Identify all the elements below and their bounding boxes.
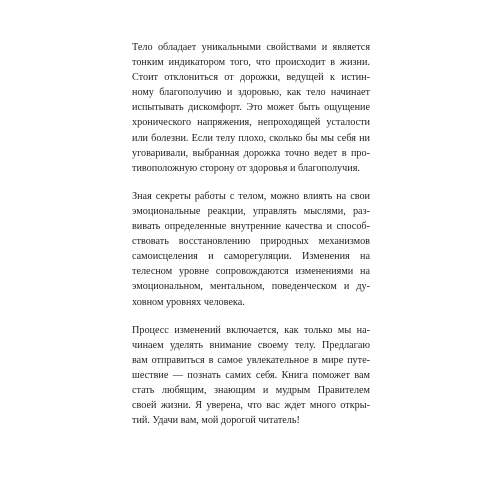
text-line: чинаем уделять внимание своему телу. Предлагаю [132, 339, 370, 351]
text-line: эмоциональном, ментальном, поведенческом и ду- [132, 281, 370, 293]
text-line: Стоит отклониться от дорожки, ведущей к истин- [132, 72, 370, 84]
text-line: своей жизни. Я уверена, что вас ждет много откры- [132, 400, 370, 412]
text-line: стать любящим, знающим и мудрым Правителем [132, 384, 370, 396]
text-line: или болезни. Если телу плохо, сколько бы мы себя ни [132, 132, 370, 144]
text-line: Тело обладает уникальными свойствами и является [132, 42, 370, 53]
text-line: тий. Удачи вам, мой дорогой читатель! [132, 415, 300, 427]
text-line: тонким индикатором того, что происходит в жизни. [132, 57, 370, 69]
text-line: шествие — познать самих себя. Книга поможет вам [132, 369, 370, 381]
text-line: хронического напряжения, непроходящей усталости [132, 117, 370, 129]
body-text [132, 40, 370, 441]
text-line: Зная секреты работы с телом, можно влиять на свои [132, 190, 370, 202]
text-line: эмоциональные реакции, управлять мыслями, раз- [132, 205, 370, 217]
paragraph-3 [132, 323, 370, 429]
text-line: вивать определенные внутренние качества и способ- [132, 221, 370, 233]
text-line: ховном уровнях человека. [132, 296, 245, 308]
text-line: ствовать восстановлению природных механизмов [132, 236, 370, 248]
text-line: уговаривали, выбранная дорожка точно ведет в про- [132, 147, 370, 159]
text-line: вам отправиться в самое увлекательное в мире путе- [132, 354, 370, 366]
text-line: самоисцеления и саморегуляции. Изменения на [132, 251, 370, 263]
text-line: испытывать дискомфорт. Это может быть ощущение [132, 102, 370, 114]
paragraph-2 [132, 189, 370, 310]
text-line: тивоположную сторону от здоровья и благополучия. [132, 162, 360, 174]
text-line: ному благополучию и здоровью, как тело начинает [132, 87, 370, 99]
text-line: Процесс изменений включается, как только мы на- [132, 324, 370, 336]
text-line: телесном уровне сопровождаются изменениями на [132, 266, 370, 278]
paragraph-1 [132, 40, 370, 176]
